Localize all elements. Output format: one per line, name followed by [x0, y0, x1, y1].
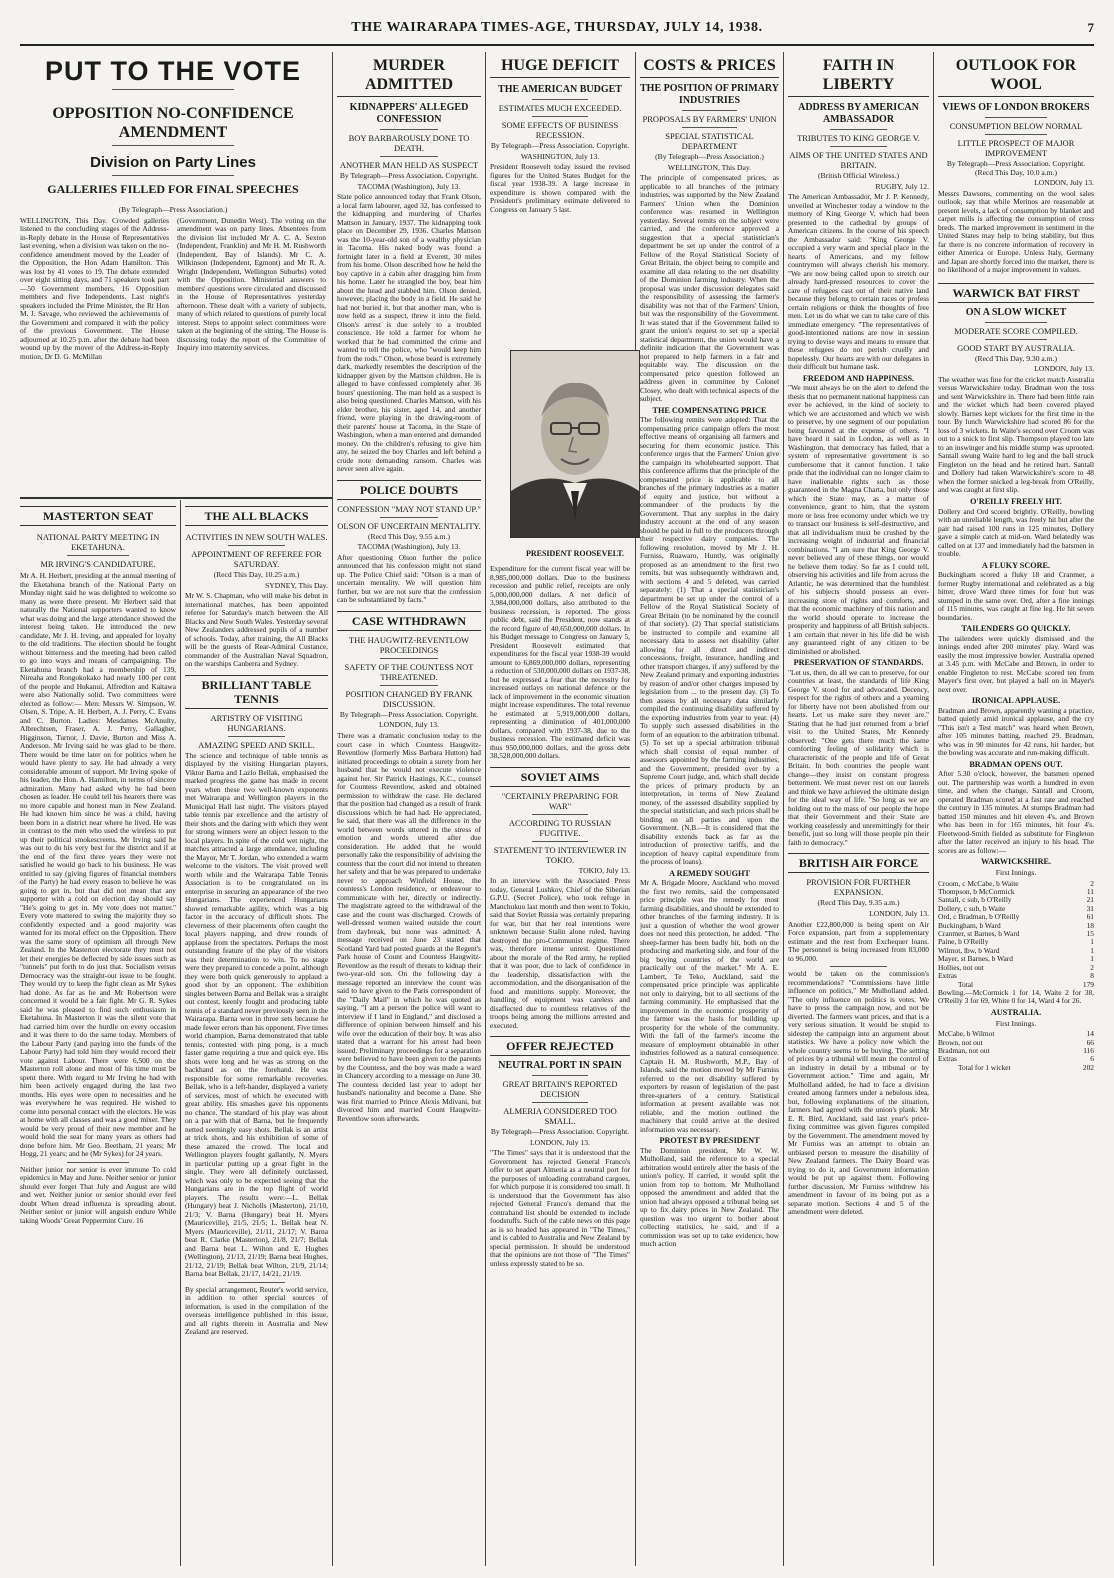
portrait-illustration [511, 351, 639, 537]
byline: (British Official Wireless.) [817, 171, 900, 180]
article-masterton-seat [20, 504, 176, 1566]
runs-entry: 116 [1083, 1045, 1094, 1055]
dateline: LONDON, July 13. [1034, 178, 1094, 188]
article-put-to-the-vote [20, 54, 326, 494]
column-rule [783, 52, 784, 1566]
subheadline: OPPOSITION NO-CONFIDENCE AMENDMENT [52, 105, 294, 141]
divider [985, 322, 1047, 323]
headline: OUTLOOK FOR WOOL [938, 56, 1094, 97]
subheadline: AMAZING SPEED AND SKILL. [198, 739, 315, 750]
dateline: WELLINGTON, This Day. [667, 162, 752, 172]
divider [380, 685, 438, 686]
subheadline: NATIONAL PARTY MEETING IN EKETAHUNA. [36, 532, 160, 552]
subheadline: SPECIAL STATISTICAL DEPARTMENT [665, 131, 754, 151]
headline: OFFER REJECTED [490, 1036, 630, 1056]
divider [682, 127, 738, 128]
byline: By Telegraph—Press Association. Copyright. [339, 709, 479, 719]
scorecard-total-label: Total for 1 wicket [958, 1062, 1011, 1072]
batsman-entry: Santall, c sub, b O'Reilly [938, 895, 1012, 905]
runs-entry: 2 [1090, 878, 1094, 888]
article-text: There was a dramatic conclusion today to the court case in which Countess Haugwitz-Reventlow (formerly Miss Barbara Hutton) had initiated proceedings to obtain a surety from her husband that he would not execute violence against her. Sir Patrick Hastings, K.C., counsel for Countess Reventlow, asked and obtained permission to withdraw the case. He declared that the position had changed as a result of frank discussions which he had had. He appreciated, he said, that there was all the difference in the world between words uttered in the stress of emotion and words uttered after due consideration. He added that he would personally take the responsibility of advising the countess that the court did not intend to threaten her safety and that he was prepared to undertake never to approach Winfield House, the countess's London residence, or endeavour to communicate with her, directly or indirectly. The magistrate agreed to the withdrawal of the case and the count was discharged. Crowds of well-dressed women waited outside the court from daybreak, but none was admitted. A message received on June 23 stated that Scotland Yard had posted guards at the Regent's Park house of Count and Countess Haugwitz-Reventlow as the result of threats to kidnap their two-year-old son. On the following day a message reported an interview the count was said to have given to the Paris correspondent of the "Daily Mail" in which he was quoted as saying, "I am a person the police will want to interview if I land in England," and disclosed a difference of opinion between himself and his wife over the education of their boy. It was also stated that a warrant for his arrest had been issued. Preliminary proceedings for a separation were believed to have been given to the parents by the Countess, and the boy was made a ward in Chancery according to a message on June 30. The countess decided last year to adopt her husband's nationality and become a Dane. She was first married to Prince Alexis Mdivani, but divorced him and married Count Haugwitz-Reventlow soon afterwards. [337, 731, 481, 1123]
article-deficit-continued [490, 565, 630, 1566]
article-text: The Dominion president, Mr W. W. Mulholland, said the reference to a special arbitration would entirely alter the basis of the union's policy. If carried, it would split the union from top to bottom. Mr Mulholland opposed the amendment and added that the union had always opposed a tribunal being set up to fix dairy prices in New Zealand. The question was too urgent to bother about collecting statistics, he said, and if a commission was set up to take evidence, how much action [640, 1145, 779, 1249]
batsman-entry: Ord, c Bradman, b O'Reilly [938, 912, 1020, 922]
headline: HUGE DEFICIT [490, 56, 630, 78]
batsman-entry: Croom, c McCabe, b Waite [938, 878, 1019, 888]
headline: SOVIET AIMS [490, 767, 630, 787]
article-text: The tailenders were quickly dismissed and the innings ended after 200 minutes' play. Ward was easily the most impressive bowler. Australia opened at 3.45 p.m. with McCabe and Brown, in order to enable Fingleton to rest. McCabe scored ten from Mayer's first over, but played a ball on in Mayer's next over. [938, 633, 1094, 694]
article-text: Mr A. Brigade Moore, Auckland who moved the first two remits, said the compensated price principle was the remedy for most farming disabilities, and should be extended to other branches of the farming industry. It is just a question of whether the wool grower does not need this protection, he added. "The sheep-farmer has been badly hit, both on the producing and marketing side, and four of the big buying countries of the world are practically out of the market." Mr A. E. Lambert, Te Teko, Auckland, said the compensated price principle was applicable not only to dairying, but to all sections of the farming community. He emphasised that the improvement in the economic prosperity of the farmer was the basis for building up prosperity for the whole of the community. With the fall of the farmer's income the measure of employment obtainable in other industries followed as a natural consequence. Captain H. M. Rushworth, M.P., Bay of Islands, said the motion moved by Mr Furniss referred to the net disability suffered by exporters by reason of legislation of the past three-quarters of a century. Statistical information at present available was not reliable, and the motion outlined the machinery that could arrive at the desired information was necessary. [640, 878, 779, 1134]
headline: MASTERTON SEAT [20, 506, 176, 526]
subheadline: "CERTAINLY PREPARING FOR WAR" [501, 790, 619, 811]
divider [380, 156, 438, 157]
divider [985, 339, 1047, 340]
byline: By Telegraph—Press Association. Copyright. [490, 141, 630, 150]
copyright-note: By special arrangement, Reuter's world service, in addition to other special sources of information, is used in the compilation of the overseas intelligence published in this issue, and all rights therein in Australia and New Zealand are reserved. [185, 1284, 328, 1337]
runs-entry: 11 [1086, 887, 1094, 897]
headline: COSTS & PRICES [640, 56, 779, 78]
headline: POLICE DOUBTS [337, 480, 481, 500]
column-rule [180, 500, 181, 1566]
divider [532, 841, 588, 842]
dateline: LONDON, July 13. [1034, 364, 1094, 374]
runs-entry: 2 [1090, 962, 1094, 972]
byline: By Telegraph—Press Association. Copyright. [490, 1127, 630, 1137]
divider [112, 89, 234, 90]
publication-line: THE WAIRARAPA TIMES-AGE, THURSDAY, JULY 14, 1938. [351, 20, 763, 35]
article-text: President Roosevelt today issued the revised figures for the United States Budget for the fiscal year 1938-39. A large increase in expenditure is shown compared with the President's preliminary estimate delivered to Congress on January 5 last. [490, 162, 630, 214]
article-text: (Government, Dunedin West). The voting on the amendment was on party lines. Absentees from the division list included Mr A. C. A. Sexton (Independent, Franklin) and Mr H. M. Rushworth (Independent, Bay of Islands). Mr C. A. Wilkinson (Independent, Egmont) and Mr R. A. Wright (Independent, Wellington Suburbs) voted with the Opposition. Ministerial answers to members' questions were circulated and discussed in the House of Representatives yesterday afternoon. These dealt with a variety of subjects, many of which related to questions of purely local interest. Steps to appoint select committees were taken at the beginning of the sitting. The House is discussing today the report of the Committee of Inquiry into maternity services. [177, 215, 326, 353]
batsman-entry: Wilmot, lbw, b Ward [938, 945, 1000, 955]
column-rule [933, 52, 934, 1566]
article-text: Messrs Dawsons, commenting on the wool sales outlook, say that while Merinos are reasonable at present levels, a lack of consumption by blanket and carpet mills is affecting the consumption of cross breds. The marked improvement in sentiment in the United States may help to bring stability, but thus far there is no concrete information of recovery in either America or Europe. Unless Italy, Germany and Japan are shortly forced into the market, there is no likelihood of a major improvement in values. [938, 188, 1094, 275]
divider [985, 134, 1047, 135]
headline: WARWICK BAT FIRST [938, 283, 1094, 303]
article-text: Another £22,800,000 is being spent on Air Force expansion, part from a supplementary estimate and the rest from Exchequer loans. The personnel is being increased from 83,000 to 96,000. [788, 919, 929, 963]
divider [830, 966, 886, 967]
subheadline: BOY BARBAROUSLY DONE TO DEATH. [348, 133, 470, 153]
divider [228, 1282, 285, 1283]
batsman-entry: McCabe, b Wilmot [938, 1029, 995, 1039]
scorecard-warwickshire [938, 880, 1094, 989]
runs-entry: 14 [1086, 1029, 1094, 1039]
divider [380, 658, 438, 659]
divider [380, 517, 438, 518]
article-text: Mr A. H. Herbert, presiding at the annual meeting of the Eketahuna branch of the National Party on Monday night said he was delighted to welcome so many as were there present. Mr Herbert said that naturally the National supporters wanted to know what was doing and the large attendance showed the interest being taken. He introduced the new candidate, Mr J. H. Irving, and appealed for loyalty to the old traditions. The election should be fought without bitterness and the meeting had been called to go into ways and means of campaigning. The Eketahuna branch had a membership of 139, Nireaha and Rongokokako had nearly 100 per cent of the people and Hukanui, Alfredton and Kaitawa were also Nationally solid. Two committees were elected as follow:— Men: Messrs W. Simpson, W. Olsen, S. Tripe, A. H. Herbert, A. J. Perry, C. Evans and C. Burton. Ladies: Mesdames McAnulty, Albrechtsen, Fraser, A. J. Perry, Gallagher, Higginson, Turnor, J. Davie, Burton and Miss A. Anderson. Mr Irving said he was glad to be there. There would be time later on for politics when he would have plenty to say. He had already a very considerable amount of support. Mr Irving spoke of his leader, the Hon. A. Hamilton, in terms of sincere admiration. Many had asked why he had been chosen as leader. He could tell his hearers there was no more capable and honest man in New Zealand. He had known him since he was a child, having been born in a district near where he lived. He was in contrast to the men who used the wireless to put up their political smokescreens. Mr Irving said he was out to do his very best for the district and if at the end of the first three years they were not satisfied he would go back to his business. He was entitled to say (giving figures of financial members of the Party) he had every reason to believe he was going to get in, but that did not mean that any supporter with a cold on election day should say "He's going to get in. My vote does not matter." Every vote mattered to swing the majority they so confidently expected and a good majority was wanted for its moral effect on the Opposition. There was the same story of optimism all through New Zealand. In the Masterton electorate they must not let their energies be deflected by side issues such as "tunnels" put forth to do just that. Socialism versus Democracy was the straight-out issue to be fought. They would try to keep the fight clean as Mr Sykes had done. As far as he and Mr Robertson were concerned it would be a fair fight. Mr G. R. Sykes said he was pleased to find such enthusiasm in Eketahuna. In Masterton it was the silent vote that had carried him over the hurdle on every occasion and it was there to do the same today. Members of the Labour Party (and paying into the funds of the Labour Party) had told him they would record their vote against Labour. There were 6,500 on the Masterton roll alone and most of his time must be spent there. With regard to Mr Irving he had with him been actively engaged during the last two months. His eyes were open to necessities and he was everywhere he was required. He wished to come into personal contact with the electors. He was at home with all classes and was a good mixer. They would be very proud of their new member and he would hold the seat for many years as others had done before him. Mr Geo. Beetham, 21 years; Mr Hogg, 21 years; and he (Mr Sykes) for 24 years. [20, 571, 176, 1158]
subheadline: ANOTHER MAN HELD AS SUSPECT [339, 160, 479, 170]
subheadline: PROVISION FOR FURTHER EXPANSION. [806, 877, 911, 898]
scorecard-title: WARWICKSHIRE. [981, 857, 1051, 867]
roosevelt-portrait [510, 350, 640, 538]
article-faith-in-liberty [788, 54, 929, 1566]
subheadline: OLSON OF UNCERTAIN MENTALITY. [337, 520, 481, 531]
runs-entry: 31 [1086, 903, 1094, 913]
runs-entry: 61 [1086, 912, 1094, 922]
dateline: TACOMA (Washington), July 13. [357, 181, 461, 191]
dateline: LONDON, July 13. [530, 1137, 590, 1147]
article-text: Dollery and Ord scored brightly. O'Reilly, bowling with an unreliable length, was freely hit but after the pair had raised 100 runs in 125 minutes, Dollery gave a simple catch at mid-on. Ward belatedly was called on at 137 and immediately had the batsmen in trouble. [938, 506, 1094, 559]
batsman-entry: Buckingham, b Ward [938, 920, 1001, 930]
article-huge-deficit [490, 54, 630, 344]
article-text: State police announced today that Frank Olson, a local farm labourer, aged 32, has confessed to the kidnapping and murdering of Charles Mattson in January, 1937. The kidnapping took place on December 29, 1936. Charles Mattson was the 10-year-old son of a wealthy physician in Tacoma. His naked body was found a fortnight later in a field at Everett, 30 miles from his home. Olson described how he held the boy captive in a cabin after dragging him from his home. Later he strangled the boy, beat him about the head and stabbed him. Olson denied, however, placing the body in a field. He said he had not buried it, but that another man, who is now held as a suspect, threw it into the field. Olson's arrest is due solely to a troubled conscience. He told a farmer for whom he worked that he had committed the crime and wanted to tell the police, who "would keep him from the rods." Olson, whose beard is extremely dark, markedly resembles the description of the kidnapper given by the Mattson children. He is alleged to have confessed completely after 36 hours' questioning. The man held as a suspect is also being questioned. Charles Mattson, with his elder brother, his sister, aged 14, and another friend, were playing in the drawing-room of their parents' house at Tacoma, in the State of Washington, when a man entered and demanded money. On the children's refusing to give him any, he seized the boy Charles and left behind a crude note demanding ransom. Charles was never seen alive again. [337, 192, 481, 474]
batsman-entry: Brown, not out [938, 1037, 983, 1047]
runs-entry: 21 [1086, 895, 1094, 905]
subheadline: THE AMERICAN BUDGET [498, 84, 622, 95]
divider [112, 175, 234, 176]
runs-entry: 6 [1090, 1054, 1094, 1064]
subheadline: PROPOSALS BY FARMERS' UNION [642, 114, 777, 124]
batsman-entry: Extras [938, 1054, 957, 1064]
headline: CASE WITHDRAWN [337, 611, 481, 631]
article-text: After 5.30 o'clock, however, the batsmen opened out. The partnership was worth a hundred in even time, and when the change, Santall and Croom, operated Bradman scored at a fast rate and reached the century in 135 minutes. At stumps Bradman had batted 150 minutes and hit eleven 4's, and Brown who has been in for 165 minutes, hit four 4's. Fleetwood-Smith fielded as substitute for Fingleton after the latter received an injury to his head. The scores are as follow:— [938, 769, 1094, 855]
byline: By Telegraph—Press Association. Copyright. (Recd This Day, 10.0 a.m.) [946, 159, 1086, 177]
article-text: The science and technique of table tennis as displayed by the visiting Hungarian players, Viktor Barna and Lazlo Bellak, emphasised the marked progress the game has made in recent years when these two well-known exponents met Wairarapa and Wellington players in the Municipal Hall last night. The visitors played table tennis par excellence and the artistry of their shots and the daring with which they went for strong winners were an object lesson to the local players. In spite of the cold wet night, the matches attracted a large attendance, including the Mayor, Mr T. Jordan, who extended a warm welcome to the visitors. The visit proved well worth while and the Wairarapa Table Tennis Association is to be congratulated on its enterprise in securing an appearance of the two Hungarians. The experienced Hungarians showed remarkable agility, which was a big factor in the accuracy of difficult shots. The cleverness of their placements often caught the local players napping, and drew rounds of applause from the spectators. Perhaps the most outstanding feature of the play of the visitors was their determination to win. To no stage were they prepared to concede a point, although they were both quick generously to applaud a good shot by an opponent. The exhibition singles between Barna and Bellak was a straight out contest, keenly fought and producing table tennis of a standard never previously seen in the Wairarapa. Barna won in three sets because he made fewer errors than his opponent. Five times world champion, Barna demonstrated that table tennis, contested with ping pong, is a much faster game requiring a true and quick eye. His shots were long and he was as strong on the backhand as on the forehand. He was responsible for some remarkable recoveries. Bellak, who is a left-hander, displayed a variety of services, most of which he executed with great ability. His smashes gave his opponents no chance. The standard of his play was about on a par with that of Barna, but he frequently netted seemingly easy shots. Bellak is an artist at trick shots, and his exhibition of some of these amazed the crowd. The local and Wellington players fought gallantly, N. Myers in particular putting up a great fight in the single. They were all definitely outclassed, which was only to be expected seeing that the Hungarians are in the top flight of world players. The results were:—L. Bellak (Hungary) beat J. Nicholls (Masterton), 21/10, 21/3; V. Barna (Hungary) beat H. Myers (Mauriceville), 21/5, 21/5; L. Bellak beat N. Myers (Mauriceville), 21/11, 21/17; V. Barna beat R. Clarke (Masterton), 21/8, 21/7; Bellak and Barna beat L. Wilton and E. Hughes (Wellington), 21/13, 21/19; Barna beat Hughes, 21/12, 21/19; Bellak beat Wilton, 21/9, 21/14; Barna beat Bellak, 21/17, 14/21, 21/19. [185, 750, 328, 1279]
divider [830, 146, 886, 147]
article-text: Mr W. S. Chapman, who will make his debut in international matches, has been appointed referee for Saturday's match between the All Blacks and New South Wales. Yesterday several New Zealanders addressed pupils of a number of schools. Today, after training, the All Blacks will be the guests of Rear-Admiral Custance, commander of the Australian Naval Squadron, on the warships Canberra and Sydney. [185, 591, 328, 669]
subheadline: ACTIVITIES IN NEW SOUTH WALES. [185, 532, 328, 542]
subheadline: VIEWS OF LONDON BROKERS [942, 102, 1090, 113]
subheadline: MR IRVING'S CANDIDATURE. [40, 559, 156, 569]
subheadline: LITTLE PROSPECT OF MAJOR IMPROVEMENT [957, 138, 1075, 158]
scorecard-subtitle: First Innings. [995, 1018, 1037, 1028]
section-subhead: FREEDOM AND HAPPINESS. [802, 373, 915, 383]
subheadline: THE POSITION OF PRIMARY INDUSTRIES [640, 83, 779, 106]
subheadline: THE HAUGWITZ-REVENTLOW PROCEEDINGS [348, 634, 470, 655]
article-text: "The Times" says that it is understood that the Government has rejected General Franco's offer to set apart Almeria as a neutral port for the purposes of unloading contraband cargoes, for which purpose it is considered too small. It is understood that the Government has also rejected General Franco's demand that the contraband list should be extended to include foodstuffs. Such of the cable news on this page as is so headed has appeared in "The Times," and is cabled to Australia and New Zealand by special permission. It should be understood that the opinions are not those of "The Times" unless expressly stated to be so. [490, 1148, 630, 1268]
subheadline: ESTIMATES MUCH EXCEEDED. [498, 103, 622, 113]
article-text: After questioning Olson further the police announced that his confession might not stand up. The Police Chief said: "Olson is a man of uncertain mentality. We will question him further, but we are not sure that the confession can be substantiated by facts." [337, 552, 481, 605]
article-text: The principle of compensated prices, as applicable to all branches of the primary industries, was supported by the New Zealand Farmers' Union when the Dominion conference was resumed in Wellington yesterday. Several remits on the subject were carried, and the conference approved a suggestion that a special statistician's department be set up under the control of a Fellow of the Royal Statistical Society of Great Britain, the object being to compile and examine all data relating to the net disability of the Dominion farming industry. When the proposal was under discussion delegates said the responsibility of assessing the farmer's disability was not that of the Farmers' Union, but was the responsibility of the Government. It was stated that if the Government failed to grant the union's request to set up a special statistical department, the union would have a definite indication that the Government was not prepared to help farmers in a fair and equitable way. The discussion on the compensated price question followed an address given in committee by Colonel Closey, who dealt with technical aspects of the subject. [640, 173, 779, 404]
scorecard-total-label: Total [958, 979, 974, 989]
subheadline: STATEMENT TO INTERVIEWER IN TOKIO. [493, 844, 627, 865]
divider [830, 129, 886, 130]
section-subhead: A FLUKY SCORE. [981, 560, 1051, 570]
byline: (Recd This Day, 9.35 a.m.) [817, 898, 900, 908]
batsman-entry: Hollies, not out [938, 962, 984, 972]
headline: FAITH IN LIBERTY [788, 56, 929, 97]
dateline: WASHINGTON, July 13. [520, 151, 600, 161]
subheadline: ON A SLOW WICKET [965, 306, 1067, 318]
column-rule [485, 52, 486, 1566]
scorecard-total: 179 [1082, 979, 1094, 989]
divider [532, 99, 588, 100]
subheadline: ARTISTRY OF VISITING HUNGARIANS. [210, 712, 303, 733]
photo-caption: PRESIDENT ROOSEVELT. [525, 549, 625, 558]
subheadline: APPOINTMENT OF REFEREE FOR SATURDAY. [191, 549, 322, 569]
batsman-entry: Thompson, b McCormick [938, 887, 1015, 897]
divider [67, 555, 129, 556]
subheadline: KIDNAPPERS' ALLEGED CONFESSION [349, 102, 469, 125]
section-subhead: O'REILLY FREELY HIT. [970, 496, 1062, 506]
byline: By Telegraph—Press Association. Copyright. [339, 171, 479, 180]
divider [228, 545, 285, 546]
article-text: The American Ambassador, Mr J. P. Kennedy, unveiled at Winchester today a window to the memory of King George V, which had been presented to the cathedral by groups of American citizens. In the course of his speech the Ambassador said: "King George V. occupied a very warm and special place in the hearts of Americans, and my fellow countrymen will always cherish his memory. "We are now being called upon to stretch our already hard-pressed resources to cover the care of refugees cast out of their native land because they belong to certain races or profess certain religions or think the thoughts of free men. Let us do what we can to take care of this immediate emergency. "The representatives of good-intentioned nations are now in session trying to devise ways and means to ensure that these refugees do not perish cruelly and hopelessly. Our hearts are with our delegates in their difficult but humane task. [788, 192, 929, 372]
divider [532, 814, 588, 815]
divider [67, 1162, 129, 1163]
section-subhead: THE COMPENSATING PRICE [652, 405, 767, 415]
divider [380, 129, 438, 130]
runs-entry: 18 [1086, 920, 1094, 930]
dateline: SYDNEY, This Day. [265, 580, 328, 590]
section-subhead: PROTEST BY PRESIDENT [659, 1136, 760, 1146]
section-subhead: PRESERVATION OF STANDARDS. [793, 658, 924, 668]
batsman-entry: Paine, b O'Reilly [938, 937, 989, 947]
article-text: Buckingham scored a fluky 18 and Cranmer, a former Rugby international and celebrated as a big hitter, drove Ward three times for four but was stumped in the same over. Ord, after a fine innings of 115 minutes, was caught at fine leg. He hit seven boundaries. [938, 570, 1094, 622]
runs-entry: 66 [1086, 1037, 1094, 1047]
article-text: Expenditure for the current fiscal year will be 8,985,000,000 dollars. Due to the business recession and public relief, receipts are only 5,000,000,000 dollars. A net deficit of 3,984,000,000 dollars, also attributed to the business recession, is reported. The gross public debt, said the President, now stands at the record figure of 40,650,000,000 dollars. In his Budget message to Congress on January 5, President Roosevelt estimated that expenditures for the fiscal year 1938-39 would amount to 6,869,000,000 dollars, representing a reduction of 530,000,000 dollars on 1937-38, but he expressed a fear that the necessity for increased outlays on national defence or the lack of improvement in the economic situation might increase expenditures. The total revenue he estimated at 5,919,000,000 dollars, representing a diminution of 401,000,000 dollars, compared with 1937-38, due to the business recession. The estimated deficit was thus 950,000,000 dollars, and the gross debt 38,528,000,000 dollars. [490, 565, 630, 760]
bowling-figures: Bowling.—McCormick 1 for 14, Waite 2 for 38, O'Reilly 3 for 69, White 0 for 14, Ward 4 for 26. [938, 987, 1094, 1006]
dateline: RUGBY, July 12. [875, 181, 929, 191]
batsman-entry: Mayer, st Barnes, b Ward [938, 954, 1013, 964]
batsman-entry: Extras [938, 971, 957, 981]
dateline: TACOMA (Washington), July 13. [357, 542, 461, 552]
byline: (By Telegraph—Press Association.) [118, 205, 228, 214]
section-subhead: A REMEDY SOUGHT [669, 868, 750, 878]
article-all-blacks [185, 504, 328, 1566]
article-text: The weather was fine for the cricket match Australia versus Warwickshire today. Bradman won the toss and sent Warwickshire in. There had been little rain and the wicket which had been covered played slowly. Barnes kept wickets for the first time in the tour. By lunch Warwickshire had scored 86 for the loss of 3 wickets. In Waite's second over Croom was out to a snick to first slip. Thompson played too late to an inswinger and his middle stump was uprooted. Santall swung Waite hard to leg and the ball struck Fingleton on the head and he retired hurt. Santall and Dollery had taken Warwickshire's score to 48 when the former snicked a leg-break from O'Reilly, and was caught at first slip. [938, 374, 1094, 495]
article-text: The following remits were adopted: That the compensating price campaign offers the most effective means of organising all farmers and securing for them economic justice. This conference urges that the Farmers' Union give the campaign its wholehearted support. That this conference affirms that the principle of the compensated price is applicable to all branches of the primary industries as a matter of equity and justice, but without a commandeer of the products by the Government. That any surplus in the dairy industry account at the end of any season should be paid in full to the producers through their respective dairy companies. The following resolution, moved by Mr J. H. Furniss, Ruawaro, Huntly, was originally proposed as an amendment to the first two remits, but was subsequently withdrawn and, with sections 4 and 5 deleted, was carried separately: (1) That a special statistician's department be set up under the control of a Fellow of the Royal Statistical Society of Great Britain (to be nominated by the council of that society). (2) That special statisticians be instructed to compile and examine all necessary data to assess net disability (after allowing for all direct and indirect concessions, freight, insurance, handling and other transport charges, if any) suffered by the New Zealand primary and exporting industries by reason of and/or other charges imposed by legislation from ... to the present day. (3) To then assess by all necessary data similarly compiled the continuing disability suffered by the exporting industries from year to year. (4) To supply such assessed disabilities in the form of an equation to the arbitration tribunal. (5) To set up a special arbitration tribunal which shall consist of equal number of assessors appointed by the farming industries, and the Government, presided over by a Supreme Court judge, and, which shall decide the prices of primary products by an interpretation, in terms of New Zealand money, of the assessed disability supplied by the special statistician, and such prices shall be binding on all parties and upon the Government. (N.B.—It is considered that the disability extends back as far as the introduction of protective tariffs, and the inception of heavy capital expenditure from the process of loans). [640, 415, 779, 867]
column-rule [332, 52, 333, 1566]
divider [985, 117, 1047, 118]
byline: (Recd This Day, 9.55 a.m.) [367, 531, 451, 541]
runs-entry: 8 [1090, 971, 1094, 981]
divider [112, 145, 234, 146]
masthead [20, 22, 1094, 46]
scorecard-row [938, 1047, 1094, 1055]
headline: MURDER ADMITTED [337, 56, 481, 97]
subheadline: SOME EFFECTS OF BUSINESS RECESSION. [501, 120, 619, 140]
byline: (By Telegraph—Press Association.) [655, 152, 764, 161]
scorecard-subtitle: First Innings. [995, 868, 1037, 878]
subheadline: Division on Party Lines [90, 154, 256, 171]
scorecard-title: AUSTRALIA. [990, 1007, 1042, 1017]
section-subhead: TAILENDERS GO QUICKLY. [961, 624, 1071, 634]
subheadline: ADDRESS BY AMERICAN AMBASSADOR [798, 102, 919, 125]
subheadline: GREAT BRITAIN'S REPORTED DECISION [502, 1079, 618, 1100]
divider [532, 1102, 588, 1103]
divider [682, 110, 738, 111]
article-outlook-for-wool [938, 54, 1094, 1566]
runs-entry: 1 [1090, 945, 1094, 955]
divider [228, 736, 285, 737]
article-text: In an interview with the Associated Press today, General Lushkov, Chief of the Siberian G.P.U. (Secret Police), who took refuge in Manchukuo last month and then went to Tokio, said that Soviet Russia was certainly preparing for war, but that her real intentions were unknown because Stalin alone ruled, having destroyed the pro-Communist regime. There was, therefore intense unrest. Questioned about the morale of the Red army, he replied that it was poor, due to lack of confidence in the leadership, dissatisfaction with the accommodation, and the disorganisation of the food and munitions supply. Moreover, the handling of equipment was careless and disaffected due to countless relatives of the troops being among the millions arrested and executed. [490, 876, 630, 1030]
article-murder-admitted [337, 54, 481, 1566]
article-text: WELLINGTON, This Day. Crowded galleries listened to the concluding stages of the Address-in-Reply debate in the House of Representatives last evening, when a division was taken on the no-confidence amendment moved by the Leader of the Opposition, the Hon Adam Hamilton. This was lost by 41 votes to 19. The debate extended over eight sitting days, and 71 speakers took part—50 Government members, 16 Opposition members and five Independents. Last night's speakers included the Prime Minister, the Rt Hon M. J. Savage, who reviewed the achievements of the Government and compared it with the policy of the previous Government. The House adjourned at 10.25 p.m. after the debate had been wound up by the mover of the Address-in-Reply motion, Dr D. G. McMillan [20, 215, 170, 361]
headline: BRILLIANT TABLE TENNIS [185, 675, 328, 709]
subheadline: POSITION CHANGED BY FRANK DISCUSSION. [345, 688, 473, 709]
article-text: Bradman and Brown, apparently wanting a practice, batted quietly amid ironical applause, and the cry "This isn't a Test match" was heard when Brown, after 105 minutes batting, reached 29. Bradman, who was in 90 minutes for 42 runs, hit harder, but the bowling was accurate and run-making difficult. [938, 705, 1094, 758]
subheadline: CONSUMPTION BELOW NORMAL [949, 121, 1083, 131]
section-subhead: IRONICAL APPLAUSE. [971, 696, 1061, 706]
section-rule [20, 497, 332, 499]
page-number: 7 [1087, 20, 1094, 35]
dateline: LONDON, July 13. [869, 908, 929, 918]
subheadline: TRIBUTES TO KING GEORGE V. [797, 133, 920, 143]
subheadline: SAFETY OF THE COUNTESS NOT THREATENED. [344, 661, 474, 682]
subheadline: CONFESSION "MAY NOT STAND UP." [337, 503, 481, 514]
byline: (Recd This Day, 9.30 a.m.) [974, 353, 1058, 363]
batsman-entry: Bradman, not out [938, 1045, 990, 1055]
subheadline: GALLERIES FILLED FOR FINAL SPEECHES [47, 182, 299, 196]
subheadline: AIMS OF THE UNITED STATES AND BRITAIN. [789, 150, 928, 170]
divider [532, 1075, 588, 1076]
headline: BRITISH AIR FORCE [788, 853, 929, 873]
article-costs-prices [640, 54, 779, 1566]
runs-entry: 1 [1090, 954, 1094, 964]
headline: PUT TO THE VOTE [44, 56, 302, 86]
scorecard-total: 202 [1082, 1062, 1094, 1072]
runs-entry: 1 [1090, 937, 1094, 947]
article-text: would be taken on the commission's recommendations? "Commissions have little influence on politics," Mr Mulholland added. "The only influence on politics is votes. We have to press the campaign now, and not be diverted. The farmers want prices, and that is a very serious situation. It would be stupid to sidestep the campaign into an argument about statistics. We have a policy now which the whole country seems to be buying. The setting of prices by a tribunal will mean the control of an industry in detail by a tribunal or by Government action." Time and again, Mr Mulholland added, he had to face a division created among farmers under a nebulous idea, but, following explanations of the situation, farmers had agreed with the union's plank. Mr E. R. Bird, Auckland, said last year's price-fixing committee was given figures compiled by the Government. The amendment moved by Mr Furniss was an attempt to obtain an unbiased person to measure the disability of New Zealand farmers. The Dairy Board was trying to do it, and Government information would be put up against them. Following further discussion, Mr Furniss withdrew his amendment in favour of its being put as a separate motion. Sections 4 and 5 of the amendment were deleted. [788, 969, 929, 1217]
verse-advert: Neither junior nor senior is ever immune To cold epidemics in May and June. Neither senior or junior should ever forget That July and August are wild and wet. Neither junior or senior should ever feel doubt When dread influenza is spreading about. Neither senior or junior will anguish endure While taking Woods' Great Peppermint Cure. 16 [20, 1164, 176, 1225]
column-rule [635, 52, 636, 1566]
article-text: "We must always be on the alert to defend the thesis that no permanent national happiness can ever be achieved, in the kind of society to which we are accustomed and which we wish to preserve, by one segment of our population being favoured at the expense of others. "I have heard it said in London, as well as in Washington, that democracy has failed, that a system of representative government is so cumbersome that it cannot function. I take pride that the individual can no longer claim to have inalienable rights such as those guaranteed in the Magna Charta, but only those which the State may, as a matter of convenience, grant to him, that the system more or less free economy under which we try to transact our business is self-destructive, and that all individualism must be crushed by the increasing weight of industrial and financial combinations. "I am sure that King George V. never believed any of these things, nor would he believe them today. So far as I could tell, observing his activities and life from across the Atlantic, he was determined that the humblest of his subjects should possess an ever-increasing store of rights and comforts, and that the economic machinery of this nation and the world should operate to increase the prosperity and happiness of all British subjects. I am certain that never in his life did he wish any guaranteed right of any citizen to be diminished or abolished. [788, 383, 929, 656]
dateline: LONDON, July 13. [379, 720, 439, 730]
subheadline: NEUTRAL PORT IN SPAIN [498, 1060, 622, 1072]
batsman-entry: Cranmer, st Barnes, b Ward [938, 929, 1020, 939]
byline: (Recd This Day, 10.25 a.m.) [213, 570, 300, 579]
headline: THE ALL BLACKS [185, 506, 328, 526]
divider [532, 116, 588, 117]
scorecard-australia [938, 1030, 1094, 1072]
dateline: TOKIO, July 13. [578, 865, 630, 875]
runs-entry: 15 [1086, 929, 1094, 939]
scorecard-total-row [938, 1064, 1094, 1072]
section-subhead: BRADMAN OPENS OUT. [969, 759, 1063, 769]
subheadline: MODERATE SCORE COMPILED. [954, 325, 1078, 336]
article-text: "Let us, then, do all we can to preserve, for our countries at least, the standards of life King George V. stood for and advocated. Decency, respect for the rights of others and a yearning for liberty have not been abolished from our hearts. Let us make sure they never are." Stating that he had just returned from a brief visit to the United States, Mr Kennedy observed: "One gets there much the same comforting feeling of solidarity which is characteristic of the people and life of Great Britain. In both countries the people want change—they insist on constant progress betterment. We must never rest on our laurels and think we have achieved the ultimate design for the ideal way of life. "So long as we are holding out to the mass of our people the hope that their Government and their State are working ceaselessly and unremittingly for their benefit, just so long will those people pin their faith to democracy." [788, 667, 929, 847]
subheadline: GOOD START BY AUSTRALIA. [957, 342, 1075, 353]
subheadline: ALMERIA CONSIDERED TOO SMALL. [503, 1106, 617, 1127]
batsman-entry: Dollery, c sub, b Waite [938, 903, 1006, 913]
subheadline: ACCORDING TO RUSSIAN FUGITIVE. [508, 817, 612, 838]
scorecard-row [938, 964, 1094, 972]
